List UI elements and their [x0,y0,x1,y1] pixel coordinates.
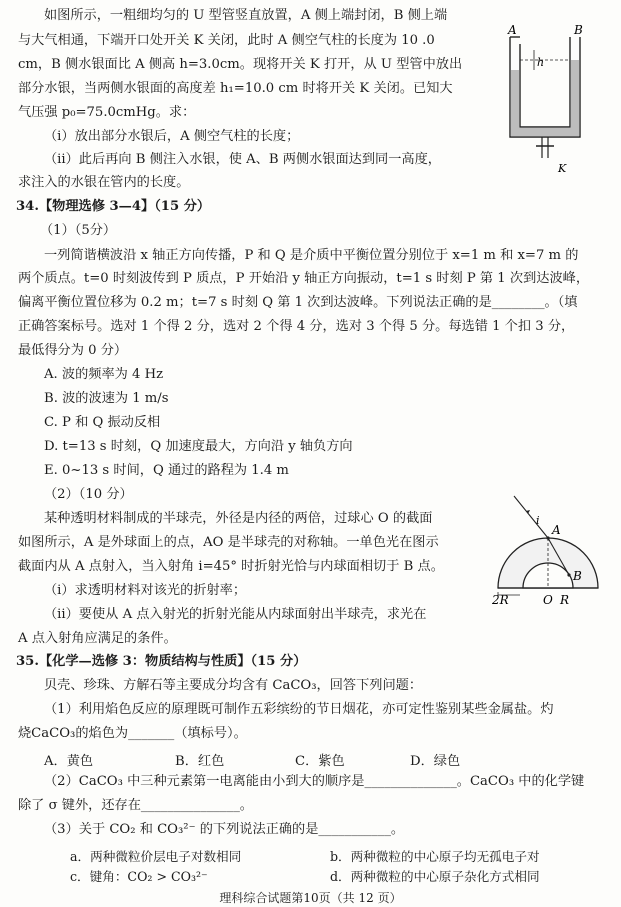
p35-q3-option-a-visible: a．两种微粒价层电子对数相同 [70,849,242,864]
p35-q3-option-c: c．键角：CO₂ > CO₃²⁻ [70,869,208,884]
p34-part1-line-2: 两个质点。t=0 时刻波传到 P 质点，P 开始沿 y 轴正方向振动，t=1 s 时刻 P 第 1 次到达波峰， [18,271,590,286]
p35-q3-option-b: b．两种微粒的中心原子均无孤电子对 [330,849,540,864]
p34-part1-line-5: 最低得分为 0 分） [18,343,128,358]
u-tube-label-b: B [574,23,583,37]
p34-part1-line-4: 正确答案标号。选对 1 个得 2 分，选对 2 个得 4 分，选对 3 个得 5 分。每选错 1 个扣 3 分， [18,319,575,334]
p33-line-3: cm，B 侧水银面比 A 侧高 h=3.0cm。现将开关 K 打开，从 U 型管中放出 [18,57,463,72]
hemisphere-label-2r: 2R [492,593,509,607]
p34-option-c: C. P 和 Q 振动反相 [44,415,161,430]
p34-part2-line-5: （ii）要使从 A 点入射光的折射光能从内球面射出半球壳，求光在 [44,607,427,622]
hemisphere-label-o: O [543,593,553,607]
u-tube-label-a: A [508,23,517,37]
p35-q2-line-1: （2）CaCO₃ 中三种元素第一电离能由小到大的顺序是______________。CaCO₃ 中的化学键 [44,774,585,789]
p35-q1-line-2: 烧CaCO₃的焰色为_______（填标号）。 [18,726,247,741]
p35-heading: 35.【化学—选修 3：物质结构与性质】（15 分） [16,654,307,669]
p35-q3-line: （3）关于 CO₂ 和 CO₃²⁻ 的下列说法正确的是___________。 [44,822,405,837]
p35-q1-option-c: C．紫色 [295,754,345,769]
p34-option-b: B. 波的波速为 1 m/s [44,391,169,406]
p34-option-a: A. 波的频率为 4 Hz [44,367,164,382]
hemisphere-label-i: i [536,514,540,527]
p35-q1-option-a: A．黄色 [44,754,94,769]
p35-q3-option-d: d．两种微粒的中心原子杂化方式相同 [330,869,540,884]
p35-intro: 贝壳、珍珠、方解石等主要成分均含有 CaCO₃，回答下列问题： [44,678,423,693]
u-tube-figure [500,22,592,182]
u-tube-label-k: K [558,162,567,175]
hemisphere-label-a: A [552,523,561,537]
p35-q1-option-d: D．绿色 [410,754,461,769]
p33-line-1: 如图所示，一粗细均匀的 U 型管竖直放置，A 侧上端封闭，B 侧上端 [44,8,448,23]
p34-part2-line-4: （i）求透明材料对该光的折射率； [44,583,247,598]
p33-line-4: 部分水银，当两侧水银面的高度差 h₁=10.0 cm 时将开关 K 关闭。已知大 [18,81,453,96]
p34-option-e: E. 0~13 s 时间，Q 通过的路程为 1.4 m [44,463,289,478]
hemisphere-figure [490,486,608,608]
p34-part1-line-3: 偏离平衡位置位移为 0.2 m；t=7 s 时刻 Q 第 1 次到达波峰。下列说法正确的是________。（填 [18,295,578,310]
page-footer: 理科综合试题第10页（共 12 页） [219,891,402,905]
hemisphere-label-r: R [560,593,570,607]
p34-part1-label: （1）（5分） [40,223,117,238]
p35-q1-line-1: （1）利用焰色反应的原理既可制作五彩缤纷的节日烟花，亦可定性鉴别某些金属盐。灼 [44,702,554,717]
p33-line-6: （i）放出部分水银后，A 侧空气柱的长度； [44,129,300,144]
hemisphere-label-b: B [573,569,582,583]
p34-heading: 34.【物理选修 3—4】（15 分） [16,199,211,214]
p33-line-5: 气压强 p₀=75.0cmHg。求： [18,105,196,120]
p33-line-2: 与大气相通，下端开口处开关 K 关闭，此时 A 侧空气柱的长度为 10 .0 [18,33,435,48]
p34-part2-line-3: 截面内从 A 点射入，当入射角 i=45° 时折射光恰与内球面相切于 B 点。 [18,559,444,574]
p35-q1-option-b: B．红色 [175,754,225,769]
p34-part1-line-1: 一列简谐横波沿 x 轴正方向传播，P 和 Q 是介质中平衡位置分别位于 x=1 m 和 x=7 m 的 [44,248,579,263]
p34-part2-line-2: 如图所示，A 是外球面上的点，AO 是半球壳的对称轴。一单色光在图示 [18,535,439,550]
p33-line-8: 求注入的水银在管内的长度。 [18,175,190,190]
p34-part2-label: （2）（10 分） [44,487,133,502]
p34-part2-line-6: A 点入射角应满足的条件。 [18,631,177,646]
p34-option-d: D. t=13 s 时刻，Q 加速度最大，方向沿 y 轴负方向 [44,439,353,454]
u-tube-label-h: h [537,56,545,69]
p33-line-7: （ii）此后再向 B 侧注入水银，使 A、B 两侧水银面达到同一高度， [44,152,441,167]
p35-q2-line-2: 除了 σ 键外，还存在_______________。 [18,798,253,813]
p34-part2-line-1: 某种透明材料制成的半球壳，外径是内径的两倍，过球心 O 的截面 [44,511,433,526]
